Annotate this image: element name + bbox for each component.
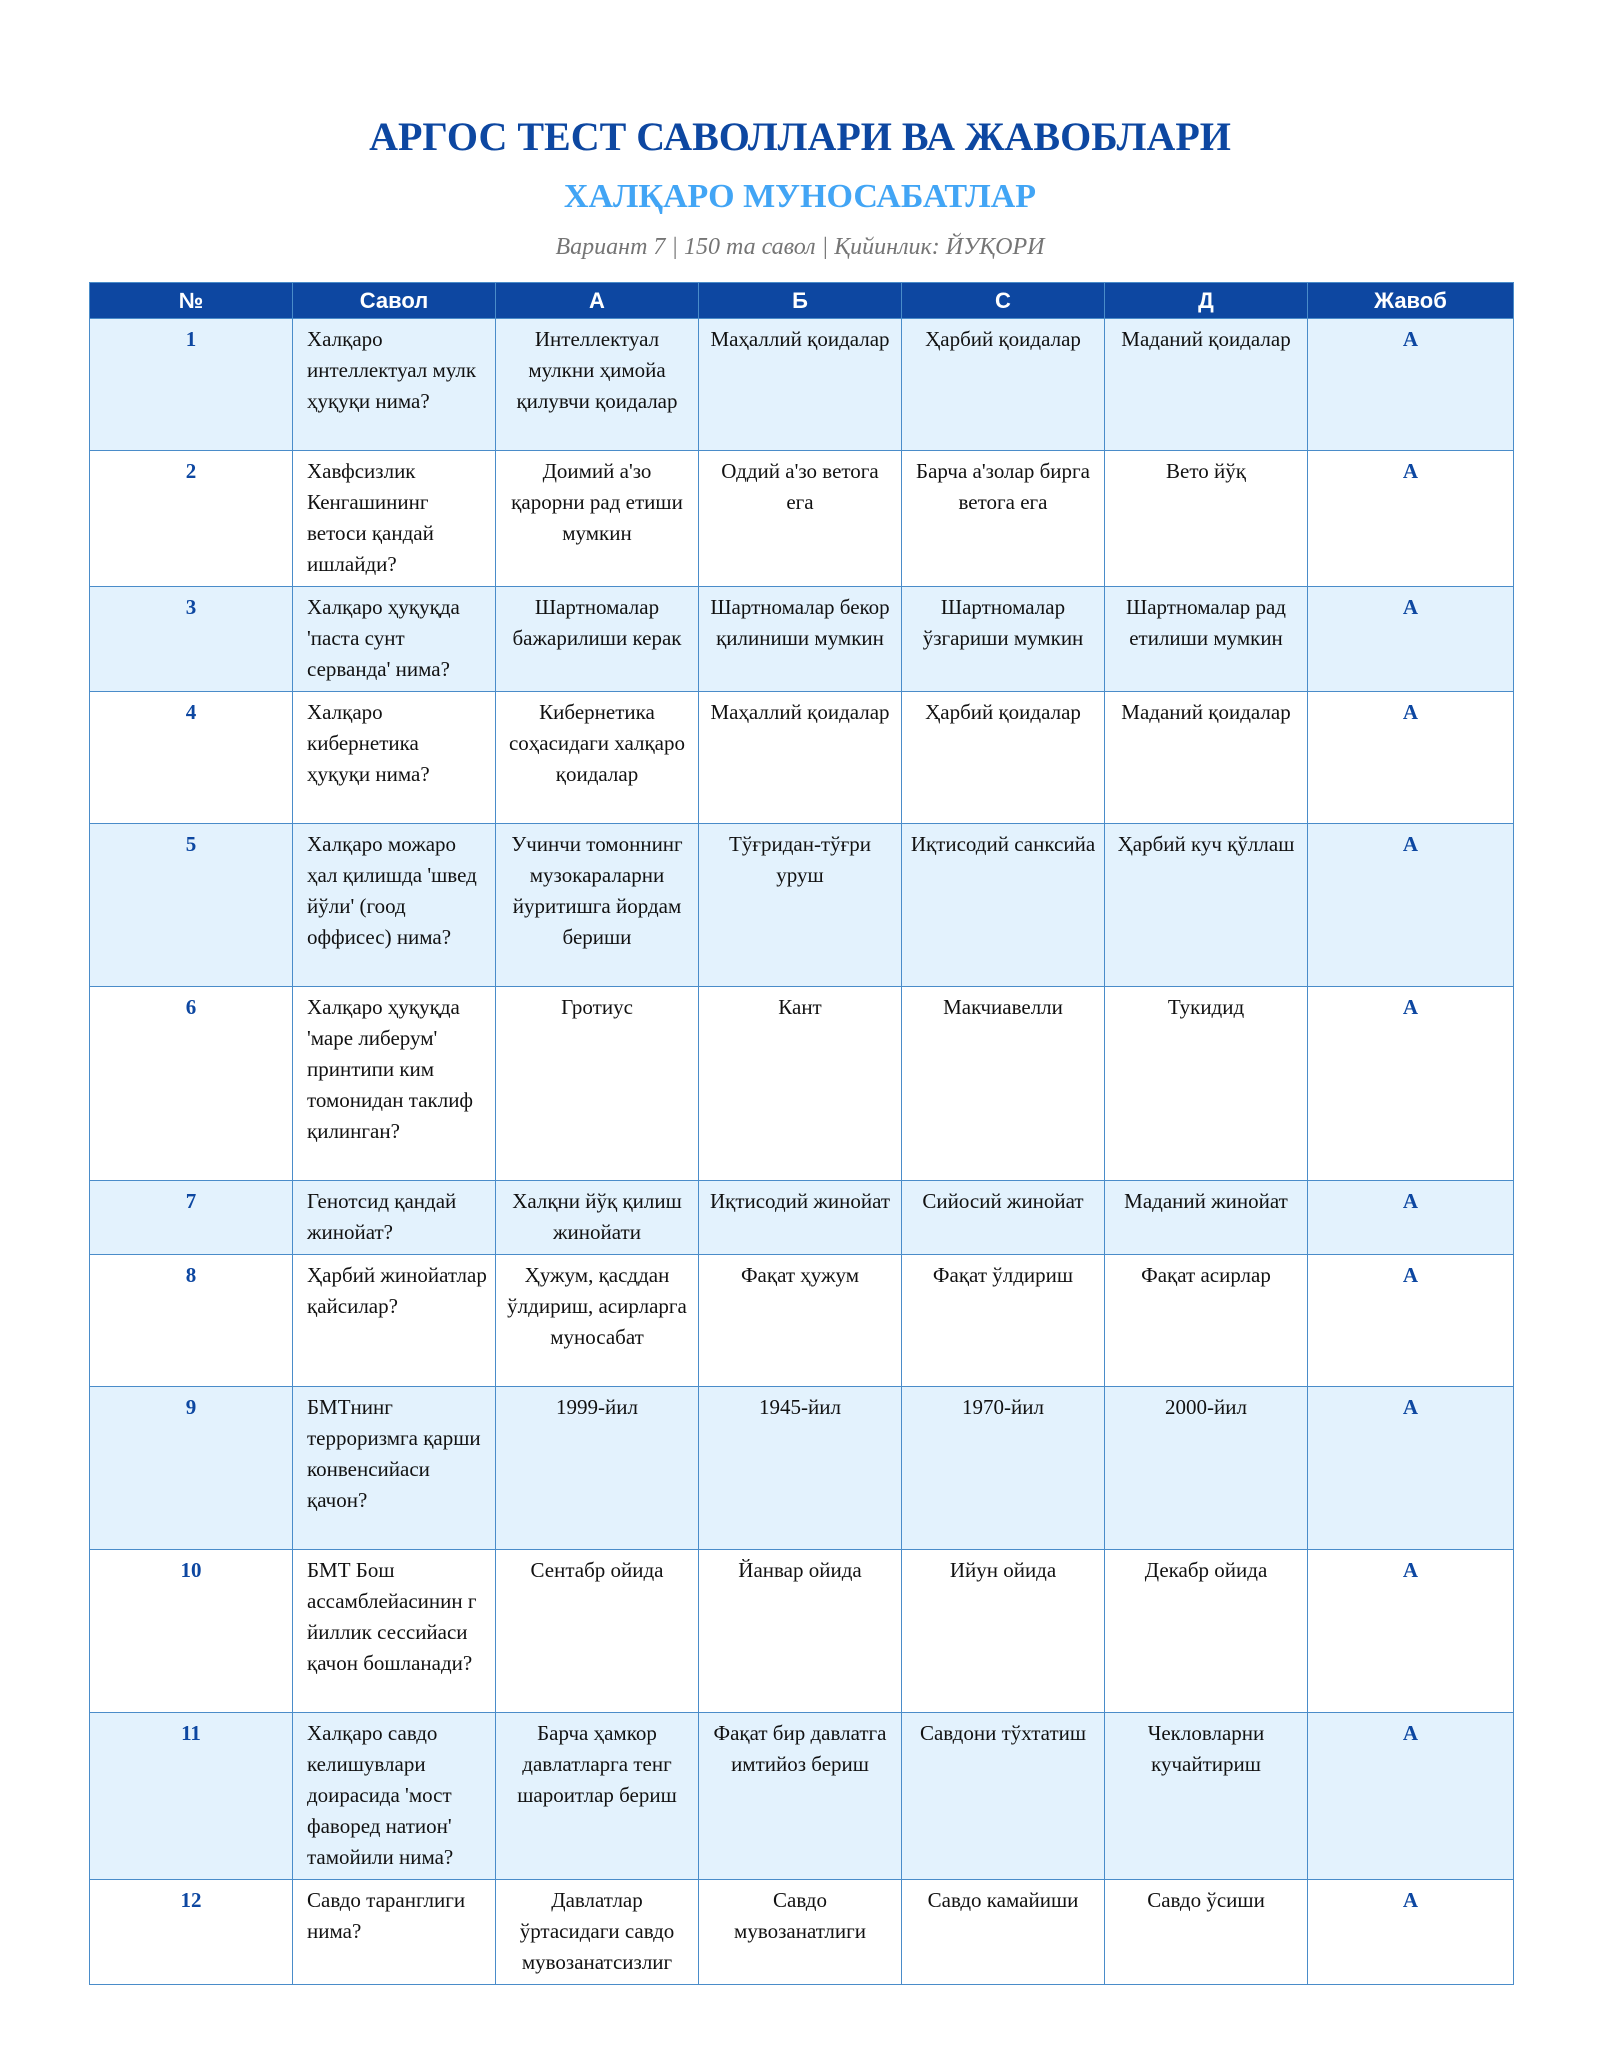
questions-table: [89, 282, 1514, 1985]
option-b: 1945-йил: [699, 1387, 902, 1550]
option-d: Ҳарбий куч қўллаш: [1105, 824, 1308, 987]
table-row: [90, 1880, 1514, 1985]
option-a: 1999-йил: [496, 1387, 699, 1550]
correct-answer: А: [1308, 1713, 1514, 1880]
table-body: [90, 319, 1514, 1985]
question-number: 3: [90, 587, 293, 692]
question-number: 1: [90, 319, 293, 451]
option-b: Савдо мувозанатлиги: [699, 1880, 902, 1985]
option-b: Тўғридан-тўғри уруш: [699, 824, 902, 987]
option-c: 1970-йил: [902, 1387, 1105, 1550]
question-number: 12: [90, 1880, 293, 1985]
question-text: Халқаро ҳуқуқда 'паста сунт серванда' нима?: [293, 587, 496, 692]
option-d: Декабр ойида: [1105, 1550, 1308, 1713]
option-b: Фақат бир давлатга имтийоз бериш: [699, 1713, 902, 1880]
table-row: [90, 1550, 1514, 1713]
question-number: 6: [90, 987, 293, 1181]
option-a: Давлатлар ўртасидаги савдо мувозанатсизлиг: [496, 1880, 699, 1985]
option-d: Чекловларни кучайтириш: [1105, 1713, 1308, 1880]
correct-answer: А: [1308, 1550, 1514, 1713]
column-header-option-a: А: [496, 283, 699, 319]
correct-answer: А: [1308, 824, 1514, 987]
table-row: [90, 1181, 1514, 1255]
correct-answer: А: [1308, 587, 1514, 692]
option-b: Иқтисодий жинойат: [699, 1181, 902, 1255]
option-d: Маданий жинойат: [1105, 1181, 1308, 1255]
option-c: Макчиавелли: [902, 987, 1105, 1181]
option-c: Шартномалар ўзгариши мумкин: [902, 587, 1105, 692]
question-text: Халқаро кибернетика ҳуқуқи нима?: [293, 692, 496, 824]
table-row: [90, 1387, 1514, 1550]
question-number: 11: [90, 1713, 293, 1880]
option-c: Савдони тўхтатиш: [902, 1713, 1105, 1880]
column-header-question: Савол: [293, 283, 496, 319]
question-number: 8: [90, 1255, 293, 1387]
option-b: Маҳаллий қоидалар: [699, 319, 902, 451]
option-d: Маданий қоидалар: [1105, 319, 1308, 451]
table-row: [90, 319, 1514, 451]
page-title: АРГОС ТЕСТ САВОЛЛАРИ ВА ЖАВОБЛАРИ: [369, 114, 1231, 159]
table-row: [90, 587, 1514, 692]
option-d: 2000-йил: [1105, 1387, 1308, 1550]
question-text: Халқаро интеллектуал мулк ҳуқуқи нима?: [293, 319, 496, 451]
option-a: Учинчи томоннинг музокараларни йуритишга йордам бериши: [496, 824, 699, 987]
option-a: Гротиус: [496, 987, 699, 1181]
option-d: Шартномалар рад етилиши мумкин: [1105, 587, 1308, 692]
option-b: Фақат ҳужум: [699, 1255, 902, 1387]
option-d: Фақат асирлар: [1105, 1255, 1308, 1387]
option-c: Фақат ўлдириш: [902, 1255, 1105, 1387]
table-row: [90, 692, 1514, 824]
option-c: Ҳарбий қоидалар: [902, 692, 1105, 824]
option-c: Савдо камайиши: [902, 1880, 1105, 1985]
option-a: Барча ҳамкор давлатларга тенг шароитлар бериш: [496, 1713, 699, 1880]
option-b: Оддий а'зо ветога ега: [699, 451, 902, 587]
table-row: [90, 987, 1514, 1181]
correct-answer: А: [1308, 451, 1514, 587]
option-a: Кибернетика соҳасидаги халқаро қоидалар: [496, 692, 699, 824]
question-number: 2: [90, 451, 293, 587]
question-number: 4: [90, 692, 293, 824]
table-row: [90, 824, 1514, 987]
option-d: Вето йўқ: [1105, 451, 1308, 587]
correct-answer: А: [1308, 1387, 1514, 1550]
question-text: Савдо таранглиги нима?: [293, 1880, 496, 1985]
question-text: БМТ Бош ассамблейасинин г йиллик сессийаси қачон бошланади?: [293, 1550, 496, 1713]
option-c: Барча а'золар бирга ветога ега: [902, 451, 1105, 587]
option-a: Шартномалар бажарилиши керак: [496, 587, 699, 692]
column-header-number: №: [90, 283, 293, 319]
table-row: [90, 451, 1514, 587]
question-text: Халқаро савдо келишувлари доирасида 'мост фаворед натион' тамойили нима?: [293, 1713, 496, 1880]
option-c: Ийун ойида: [902, 1550, 1105, 1713]
option-a: Интеллектуал мулкни ҳимойа қилувчи қоидалар: [496, 319, 699, 451]
option-d: Савдо ўсиши: [1105, 1880, 1308, 1985]
option-a: Доимий а'зо қарорни рад етиши мумкин: [496, 451, 699, 587]
question-number: 9: [90, 1387, 293, 1550]
table-row: [90, 1713, 1514, 1880]
option-b: Маҳаллий қоидалар: [699, 692, 902, 824]
question-text: БМТнинг терроризмга қарши конвенсийаси қачон?: [293, 1387, 496, 1550]
column-header-option-d: Д: [1105, 283, 1308, 319]
option-c: Ҳарбий қоидалар: [902, 319, 1105, 451]
column-header-answer: Жавоб: [1308, 283, 1514, 319]
correct-answer: А: [1308, 692, 1514, 824]
question-number: 7: [90, 1181, 293, 1255]
page-subtitle: ХАЛҚАРО МУНОСАБАТЛАР: [563, 178, 1037, 215]
column-header-option-b: Б: [699, 283, 902, 319]
correct-answer: А: [1308, 1255, 1514, 1387]
option-b: Кант: [699, 987, 902, 1181]
option-c: Сийосий жинойат: [902, 1181, 1105, 1255]
option-a: Халқни йўқ қилиш жинойати: [496, 1181, 699, 1255]
question-number: 5: [90, 824, 293, 987]
correct-answer: А: [1308, 1181, 1514, 1255]
option-a: Сентабр ойида: [496, 1550, 699, 1713]
question-text: Хавфсизлик Кенгашининг ветоси қандай ишлайди?: [293, 451, 496, 587]
option-a: Ҳужум, қасддан ўлдириш, асирларга муносабат: [496, 1255, 699, 1387]
option-d: Маданий қоидалар: [1105, 692, 1308, 824]
option-b: Шартномалар бекор қилиниши мумкин: [699, 587, 902, 692]
table-row: [90, 1255, 1514, 1387]
question-number: 10: [90, 1550, 293, 1713]
option-c: Иқтисодий санксийа: [902, 824, 1105, 987]
question-text: Генотсид қандай жинойат?: [293, 1181, 496, 1255]
table-header-row: [90, 283, 1514, 319]
question-text: Халқаро можаро ҳал қилишда 'швед йўли' (гоод оффисес) нима?: [293, 824, 496, 987]
question-text: Халқаро ҳуқуқда 'маре либерум' принтипи ким томонидан таклиф қилинган?: [293, 987, 496, 1181]
question-text: Ҳарбий жинойатлар қайсилар?: [293, 1255, 496, 1387]
column-header-option-c: С: [902, 283, 1105, 319]
correct-answer: А: [1308, 987, 1514, 1181]
option-b: Йанвар ойида: [699, 1550, 902, 1713]
correct-answer: А: [1308, 319, 1514, 451]
test-meta-info: Вариант 7 | 150 та савол | Қийинлик: ЙУҚОРИ: [555, 234, 1045, 260]
correct-answer: А: [1308, 1880, 1514, 1985]
option-d: Тукидид: [1105, 987, 1308, 1181]
